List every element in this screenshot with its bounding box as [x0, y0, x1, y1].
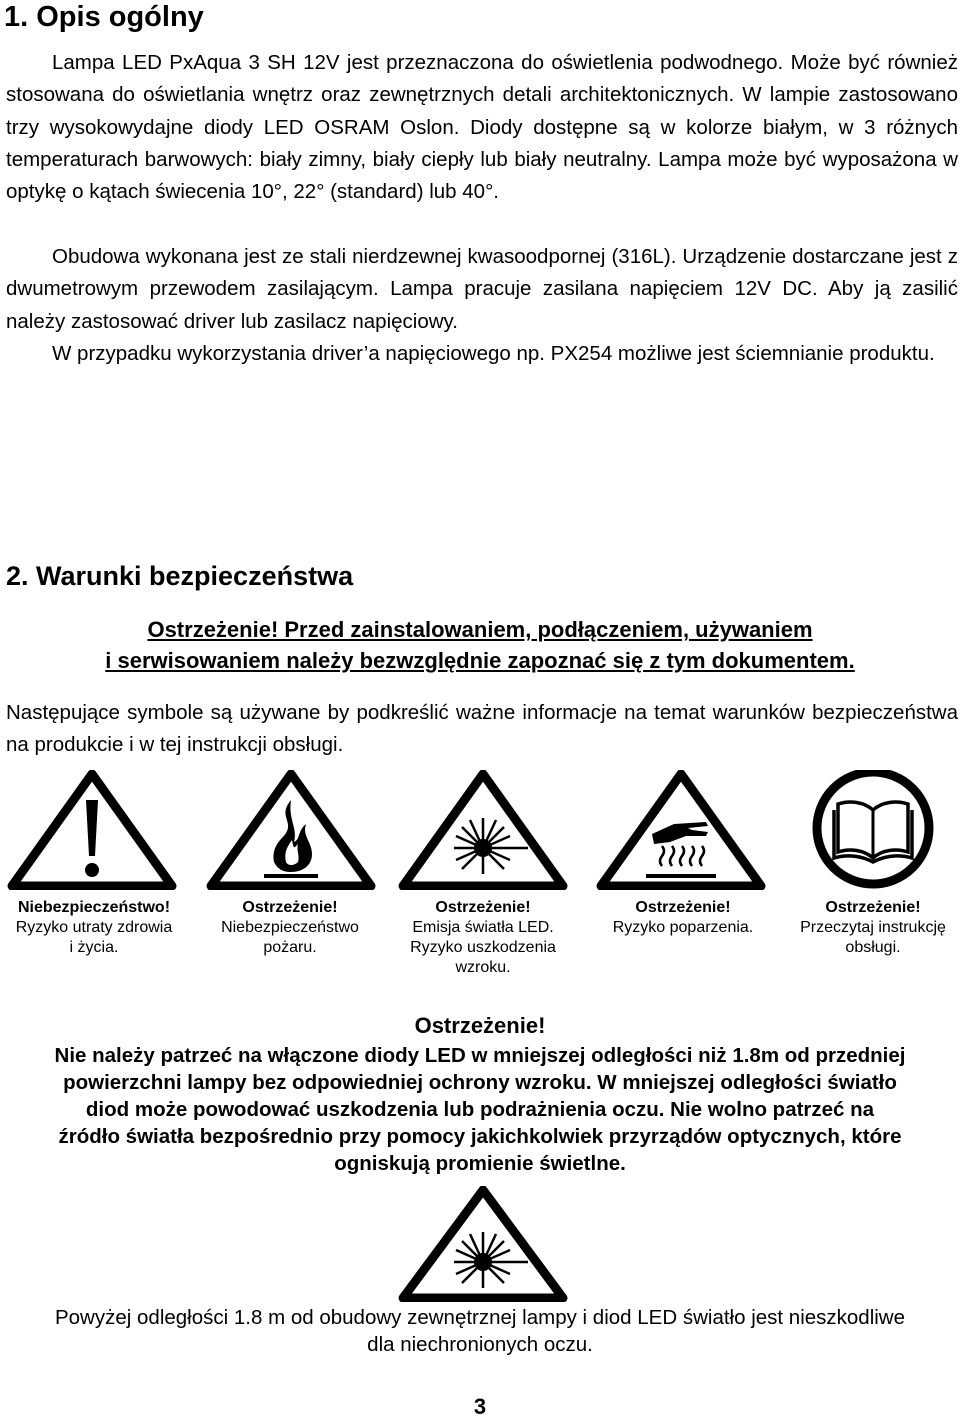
- symbol-caption-line: Ryzyko poparzenia.: [612, 919, 754, 936]
- read-manual-icon: [788, 770, 958, 890]
- read-document-warning-line-2: i serwisowaniem należy bezwzględnie zapoznać się z tym dokumentem.: [105, 648, 855, 673]
- symbol-caption-laser: [393, 898, 573, 978]
- symbol-caption-title: Ostrzeżenie!: [635, 899, 731, 916]
- page-number: 3: [473, 1394, 487, 1419]
- hot-surface-warning-icon: [596, 770, 766, 890]
- read-document-warning-line-1: Ostrzeżenie! Przed zainstalowaniem, podłączeniem, używaniem: [147, 617, 813, 642]
- symbol-caption-manual: [783, 898, 960, 958]
- symbol-caption-title: Ostrzeżenie!: [435, 899, 531, 916]
- safe-distance-note: [0, 1304, 960, 1358]
- description-paragraph-2: [6, 241, 958, 338]
- description-paragraph-1: [6, 47, 958, 208]
- safe-distance-note-line: dla niechronionych oczu.: [367, 1333, 593, 1356]
- led-warning-line: diod może powodować uszkodzenia lub podrażnienia oczu. Nie wolno patrzeć na: [85, 1098, 875, 1121]
- led-warning-line: ogniskują promienie świetlne.: [334, 1152, 626, 1175]
- symbol-caption-line: obsługi.: [845, 939, 901, 956]
- symbol-caption-line: Ryzyko uszkodzenia: [410, 939, 556, 956]
- symbol-caption-line: pożaru.: [263, 939, 317, 956]
- fire-warning-icon: [206, 770, 376, 890]
- symbol-caption-line: Niebezpieczeństwo: [221, 919, 359, 936]
- section-2-title: 2. Warunki bezpieczeństwa: [6, 561, 354, 591]
- description-paragraph-3: [6, 338, 958, 370]
- led-warning-line: Nie należy patrzeć na włączone diody LED w mniejszej odległości niż 1.8m od przedniej: [54, 1044, 906, 1067]
- led-warning-text: [2, 1042, 958, 1177]
- description-paragraph-3-text: W przypadku wykorzystania driver’a napięciowego np. PX254 możliwe jest ściemnianie produktu.: [52, 342, 935, 365]
- symbol-caption-title: Niebezpieczeństwo!: [17, 899, 171, 916]
- symbols-intro: Następujące symbole są używane by podkreślić ważne informacje na temat warunków bezpieczeństwa na produkcie i w tej instrukcji obsługi.: [6, 701, 958, 756]
- symbol-caption-line: Emisja światła LED.: [412, 919, 554, 936]
- symbol-caption-title: Ostrzeżenie!: [242, 899, 338, 916]
- symbol-caption-line: i życia.: [69, 939, 119, 956]
- description-paragraph-2-text: Obudowa wykonana jest ze stali nierdzewnej kwasoodpornej (316L). Urządzenie dostarczane jest z dwumetrowym przewodem zasilającym. Lampa pracuje zasilana napięciem 12V DC. Aby ją zasilić należy zastosować driver lub zasilacz napięciowy.: [6, 245, 958, 333]
- symbol-caption-burn: [593, 898, 773, 938]
- exclamation-warning-icon: [7, 770, 177, 890]
- led-warning-line: źródło światła bezpośrednio przy pomocy jakichkolwiek przyrządów optycznych, które: [58, 1125, 902, 1148]
- safe-distance-note-line: Powyżej odległości 1.8 m od obudowy zewnętrznej lampy i diod LED światło jest nieszkodliwe: [54, 1306, 906, 1329]
- symbol-caption-fire: [200, 898, 380, 958]
- section-1-title: 1. Opis ogólny: [4, 1, 204, 33]
- led-warning-line: powierzchni lampy bez odpowiedniej ochrony wzroku. W mniejszej odległości światło: [63, 1071, 897, 1094]
- read-document-warning: [0, 614, 960, 676]
- symbol-caption-danger: [4, 898, 184, 958]
- laser-warning-icon: [398, 1186, 568, 1307]
- symbol-caption-line: wzroku.: [455, 959, 511, 976]
- symbol-caption-line: Przeczytaj instrukcję: [800, 919, 946, 936]
- laser-warning-icon: [398, 770, 568, 890]
- symbol-caption-title: Ostrzeżenie!: [825, 899, 921, 916]
- symbol-caption-line: Ryzyko utraty zdrowia: [15, 919, 173, 936]
- led-warning-title: Ostrzeżenie!: [414, 1013, 546, 1038]
- description-paragraph-1-text: Lampa LED PxAqua 3 SH 12V jest przeznaczona do oświetlenia podwodnego. Może być również stosowana do oświetlania wnętrz oraz zewnętrznych detali architektonicznych. W lampie zastosowano trzy wysokowydajne diody LED OSRAM Oslon. Diody dostępne są w kolorze białym, w 3 różnych temperaturach barwowych: biały zimny, biały ciepły lub biały neutralny. Lampa może być wyposażona w optykę o kątach świecenia 10°, 22° (standard) lub 40°.: [6, 51, 958, 204]
